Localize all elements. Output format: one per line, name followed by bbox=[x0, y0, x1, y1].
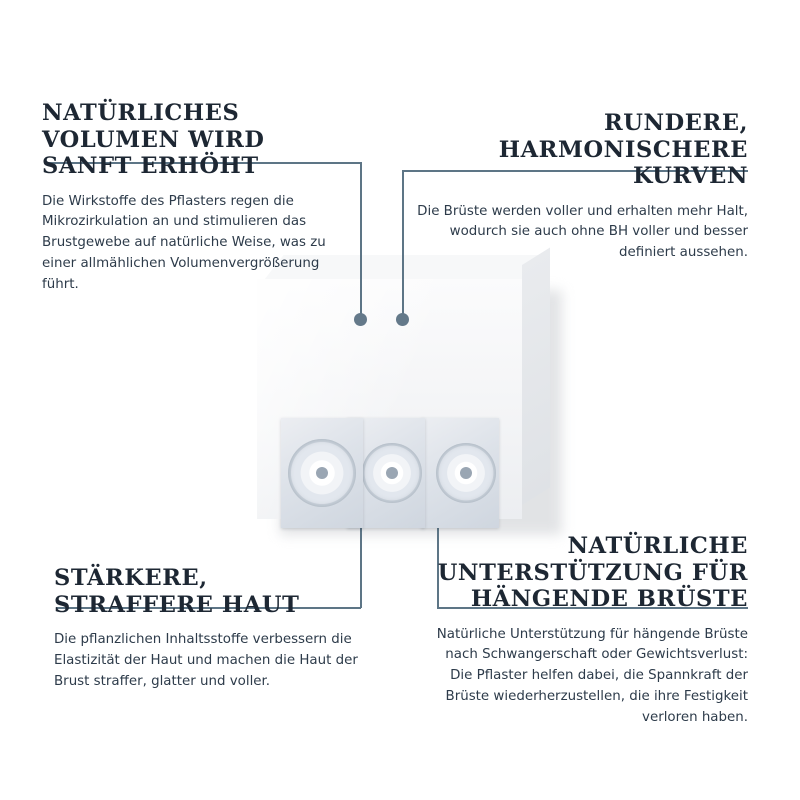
patch-card bbox=[281, 418, 363, 528]
product-image bbox=[245, 255, 565, 545]
product-box-side bbox=[522, 248, 550, 505]
callout-support-title: NATÜRLICHE UNTERSTÜTZUNG FÜR HÄNGENDE BRÜSTE bbox=[437, 533, 748, 613]
callout-curves bbox=[400, 110, 748, 264]
callout-curves-body: Die Brüste werden voller und erhalten mehr Halt, wodurch sie auch ohne BH voller und besser definiert aussehen. bbox=[417, 203, 748, 261]
callout-support bbox=[432, 533, 748, 728]
connector-dot-curves bbox=[396, 313, 409, 326]
callout-support-body: Natürliche Unterstützung für hängende Brüste nach Schwangerschaft oder Gewichtsverlust: Die Pflaster helfen dabei, die Spannkraft der Brüste wiederherzustellen, die ihre Festigkeit verloren haben. bbox=[436, 626, 748, 725]
connector-dot-volume bbox=[354, 313, 367, 326]
patch-disc-icon bbox=[362, 443, 422, 503]
callout-skin bbox=[54, 565, 359, 692]
callout-skin-title: STÄRKERE, STRAFFERE HAUT bbox=[54, 565, 300, 618]
callout-volume-body: Die Wirkstoffe des Pflasters regen die Mikrozirkulation an und stimulieren das Brustgewebe auf natürliche Weise, was zu einer allmählichen Volumenvergrößerung führt. bbox=[42, 193, 326, 292]
callout-skin-body: Die pflanzlichen Inhaltsstoffe verbessern die Elastizität der Haut und machen die Haut der Brust straffer, glatter und voller. bbox=[54, 632, 358, 689]
callout-curves-title: RUNDERE, HARMONISCHERE KURVEN bbox=[498, 110, 748, 190]
patch-disc-icon bbox=[436, 443, 496, 503]
patch-photo-strip bbox=[281, 418, 503, 528]
patch-disc-icon bbox=[288, 439, 356, 507]
callout-volume-title: NATÜRLICHES VOLUMEN WIRD SANFT ERHÖHT bbox=[42, 100, 265, 180]
connector-line-volume-vertical bbox=[360, 162, 362, 317]
patch-card bbox=[421, 418, 499, 528]
callout-volume bbox=[42, 100, 360, 295]
